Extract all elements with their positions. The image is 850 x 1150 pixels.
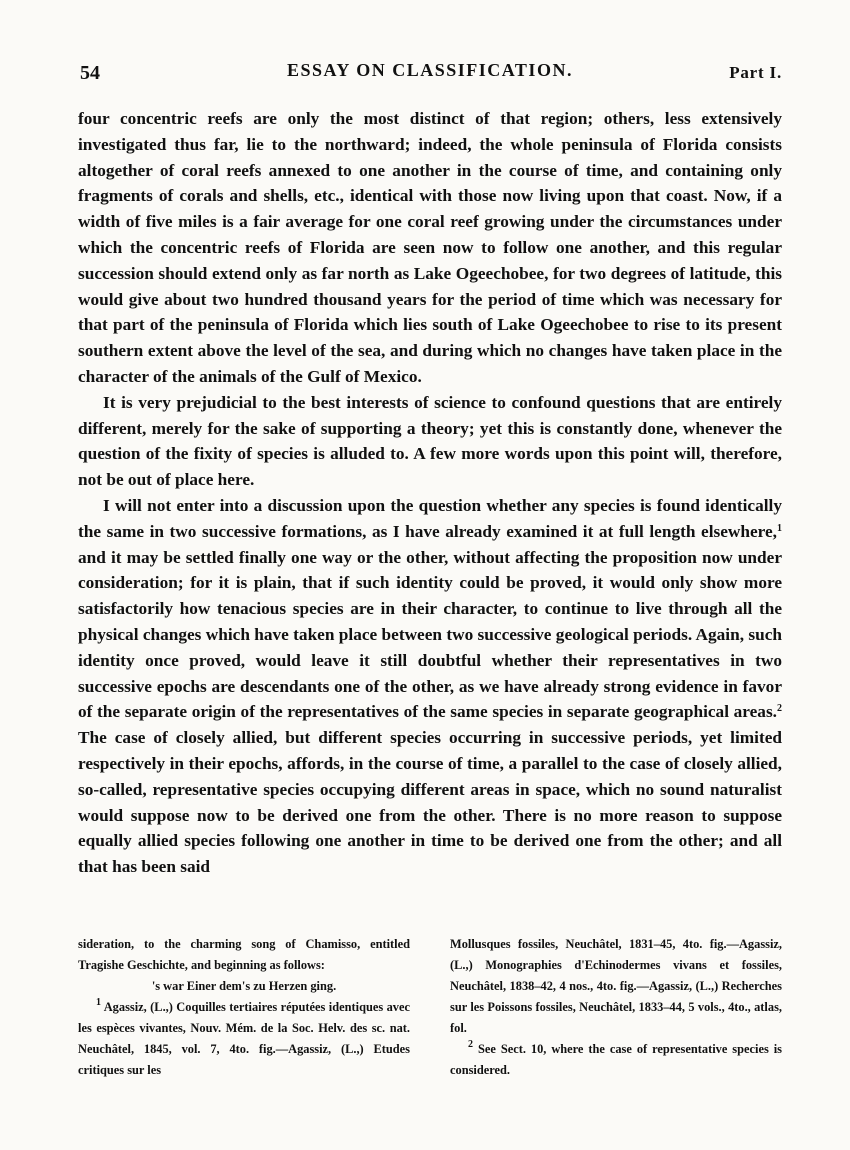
footnote-ref-2: 2 [777,703,782,715]
footnote-1-continuation: Mollusques fossiles, Neuchâtel, 1831–45, 4to. fig.—Agassiz, (L.,) Monographies d'Echinodermes vivans et fossiles, Neuchâtel, 1838–42, 4 nos., 4to. fig.—Agassiz, (L.,) Recherches sur les Poissons fossiles, Neuchâtel, 1833–44, 5 vols., 4to., atlas, fol. [450,937,782,1035]
footnote-column-right [450,934,782,1081]
footnote-1-text: Agassiz, (L.,) Coquilles tertiaires réputées identiques avec les espèces vivantes, Nouv. Mém. de la Soc. Helv. des sc. nat. Neuchâtel, 1845, vol. 7, 4to. fig.—Agassiz, (L.,) Etudes critiques sur les [78,1000,410,1077]
paragraph-2: It is very prejudicial to the best interests of science to confound questions that are entirely different, merely for the sake of supporting a theory; yet this is constantly done, whenever the question of the fixity of species is alluded to. A few more words upon this point will, therefore, not be out of place here. [78,392,782,490]
footnotes [78,934,782,1081]
paragraph-3 [78,493,782,880]
part-label: Part I. [729,63,782,82]
footnote-ref-1: 1 [777,522,782,534]
page-header [78,50,782,90]
page-number: 54 [80,62,100,84]
footnote-quote: 's war Einer dem's zu Herzen ging. [151,979,337,993]
body-text [78,106,782,880]
footnote-1-number: 1 [96,997,101,1008]
footnote-1 [78,997,410,1081]
footnote-continuation: sideration, to the charming song of Chamisso, entitled Tragishe Geschichte, and beginning as follows: [78,937,410,972]
paragraph-3-part-a: I will not enter into a discussion upon the question whether any species is found identically the same in two successive formations, as I have already examined it at full length elsewhere, [78,495,782,541]
paragraph-1: four concentric reefs are only the most distinct of that region; others, less extensively investigated thus far, lie to the northward; indeed, the whole peninsula of Florida consists altogether of coral reefs annexed to one another in the course of time, and containing only fragments of corals and shells, etc., identical with those now living upon that coast. Now, if a width of five miles is a fair average for one coral reef growing under the circumstances under which the concentric reefs of Florida are seen now to follow one another, and this regular succession should extend only as far north as Lake Ogeechobee, for two degrees of latitude, this would give about two hundred thousand years for the period of time which was necessary for that part of the peninsula of Florida which lies south of Lake Ogeechobee to rise to its present southern extent above the level of the sea, and during which no changes have taken place in the character of the animals of the Gulf of Mexico. [78,109,782,386]
footnote-2-text: See Sect. 10, where the case of representative species is considered. [450,1042,782,1077]
footnote-column-left [78,934,410,1081]
footnote-2-number: 2 [468,1039,473,1050]
paragraph-3-part-c: The case of closely allied, but different species occurring in successive periods, yet limited respectively in their epochs, affords, in the course of time, a parallel to the case of closely allied, so-called, representative species occupying different areas in space, which no sound naturalist would suppose now to be derived one from the other. There is no more reason to suppose equally allied species following one another in time to be derived one from the other; and all that has been said [78,728,782,877]
footnote-2 [450,1039,782,1081]
running-title: ESSAY ON CLASSIFICATION. [287,60,573,80]
paragraph-3-part-b: and it may be settled finally one way or the other, without affecting the proposition now under consideration; for it is plain, that if such identity could be proved, it would only show more satisfactorily how tenacious species are in their character, to continue to live through all the physical changes which have taken place between two successive geological periods. Again, such identity once proved, would leave it still doubtful whether their representatives in two successive epochs are descendants one of the other, as we have already strong evidence in favor of the separate origin of the representatives of the same species in separate geographical areas. [78,547,782,722]
book-page [78,50,782,1130]
